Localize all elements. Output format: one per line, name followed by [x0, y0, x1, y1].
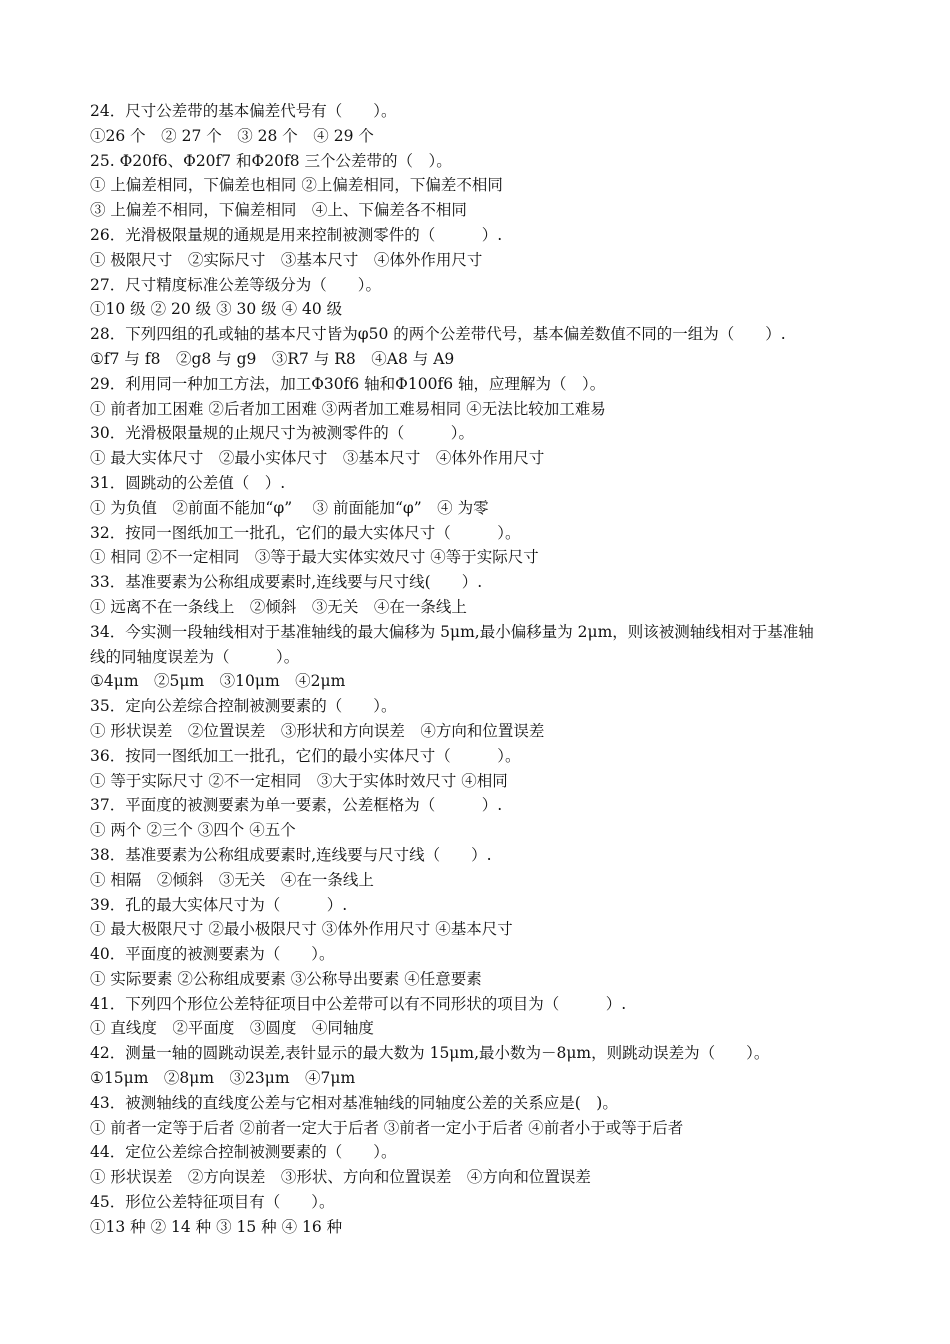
question-31-options: ① 为负值 ②前面不能加“φ” ③ 前面能加“φ” ④ 为零 — [90, 498, 489, 517]
question-39-stem: 39．孔的最大实体尺寸为（ ）. — [90, 895, 348, 914]
question-40-stem: 40．平面度的被测要素为（ ）。 — [90, 945, 335, 964]
question-38-options: ① 相隔 ②倾斜 ③无关 ④在一条线上 — [90, 870, 374, 889]
question-24-stem: 24．尺寸公差带的基本偏差代号有（ ）。 — [90, 102, 397, 120]
question-42-stem: 42．测量一轴的圆跳动误差,表针显示的最大数为 15μm,最小数为－8μm，则跳动误差为（ ）。 — [90, 1044, 770, 1063]
question-41-options: ① 直线度 ②平面度 ③圆度 ④同轴度 — [90, 1019, 374, 1038]
question-42-options: ①15μm ②8μm ③23μm ④7μm — [90, 1069, 356, 1088]
question-32-stem: 32．按同一图纸加工一批孔，它们的最大实体尺寸（ ）。 — [90, 523, 521, 542]
question-list — [90, 99, 870, 1240]
question-36-options: ① 等于实际尺寸 ②不一定相同 ③大于实体时效尺寸 ④相同 — [90, 771, 508, 790]
question-25-stem: 25. Φ20f6、Φ20f7 和Φ20f8 三个公差带的（ ）。 — [90, 151, 452, 170]
question-33-stem: 33．基准要素为公称组成要素时,连线要与尺寸线( ）. — [90, 573, 483, 592]
question-34-stem-1: 34．今实测一段轴线相对于基准轴线的最大偏移为 5μm,最小偏移量为 2μm，则该被测轴线相对于基准轴 — [90, 622, 814, 641]
question-27-options: ①10 级 ② 20 级 ③ 30 级 ④ 40 级 — [90, 300, 343, 319]
question-39-options: ① 最大极限尺寸 ②最小极限尺寸 ③体外作用尺寸 ④基本尺寸 — [90, 920, 513, 939]
question-30-stem: 30．光滑极限量规的止规尺寸为被测零件的（ ）。 — [90, 424, 474, 443]
question-30-options: ① 最大实体尺寸 ②最小实体尺寸 ③基本尺寸 ④体外作用尺寸 — [90, 449, 545, 468]
question-37-options: ① 两个 ②三个 ③四个 ④五个 — [90, 821, 296, 840]
question-31-stem: 31．圆跳动的公差值（ ）. — [90, 473, 286, 492]
question-25-options-2: ③ 上偏差不相同，下偏差相同 ④上、下偏差各不相同 — [90, 201, 467, 220]
question-35-options: ① 形状误差 ②位置误差 ③形状和方向误差 ④方向和位置误差 — [90, 721, 545, 740]
question-34-stem-2: 线的同轴度误差为（ ）。 — [90, 647, 300, 666]
question-37-stem: 37．平面度的被测要素为单一要素，公差框格为（ ）. — [90, 796, 503, 815]
question-27-stem: 27．尺寸精度标准公差等级分为（ ）。 — [90, 275, 381, 294]
question-28-options: ①f7 与 f8 ②g8 与 g9 ③R7 与 R8 ④A8 与 A9 — [90, 349, 455, 368]
question-24-options: ①26 个 ② 27 个 ③ 28 个 ④ 29 个 — [90, 126, 374, 145]
question-41-stem: 41．下列四个形位公差特征项目中公差带可以有不同形状的项目为（ ）. — [90, 994, 627, 1013]
question-44-options: ① 形状误差 ②方向误差 ③形状、方向和位置误差 ④方向和位置误差 — [90, 1168, 591, 1187]
question-28-stem: 28．下列四组的孔或轴的基本尺寸皆为φ50 的两个公差带代号，基本偏差数值不同的一组为（ ）. — [90, 325, 786, 344]
question-43-stem: 43．被测轴线的直线度公差与它相对基准轴线的同轴度公差的关系应是( )。 — [90, 1093, 618, 1112]
question-36-stem: 36．按同一图纸加工一批孔，它们的最小实体尺寸（ ）。 — [90, 746, 521, 765]
question-34-options: ①4μm ②5μm ③10μm ④2μm — [90, 672, 346, 691]
question-32-options: ① 相同 ②不一定相同 ③等于最大实体实效尺寸 ④等于实际尺寸 — [90, 548, 539, 567]
question-29-stem: 29．利用同一种加工方法，加工Φ30f6 轴和Φ100f6 轴，应理解为（ ）。 — [90, 374, 606, 393]
question-45-options: ①13 种 ② 14 种 ③ 15 种 ④ 16 种 — [90, 1217, 343, 1236]
question-43-options: ① 前者一定等于后者 ②前者一定大于后者 ③前者一定小于后者 ④前者小于或等于后者 — [90, 1118, 684, 1137]
question-25-options-1: ① 上偏差相同，下偏差也相同 ②上偏差相同，下偏差不相同 — [90, 176, 503, 195]
question-35-stem: 35．定向公差综合控制被测要素的（ ）。 — [90, 697, 397, 716]
question-38-stem: 38．基准要素为公称组成要素时,连线要与尺寸线（ ）. — [90, 845, 492, 864]
question-44-stem: 44．定位公差综合控制被测要素的（ ）。 — [90, 1143, 397, 1162]
question-33-options: ① 远离不在一条线上 ②倾斜 ③无关 ④在一条线上 — [90, 597, 467, 616]
question-29-options: ① 前者加工困难 ②后者加工困难 ③两者加工难易相同 ④无法比较加工难易 — [90, 399, 606, 418]
question-45-stem: 45．形位公差特征项目有（ ）。 — [90, 1193, 335, 1212]
question-40-options: ① 实际要素 ②公称组成要素 ③公称导出要素 ④任意要素 — [90, 969, 482, 988]
question-26-stem: 26．光滑极限量规的通规是用来控制被测零件的（ ）. — [90, 225, 503, 244]
question-26-options: ① 极限尺寸 ②实际尺寸 ③基本尺寸 ④体外作用尺寸 — [90, 250, 483, 269]
